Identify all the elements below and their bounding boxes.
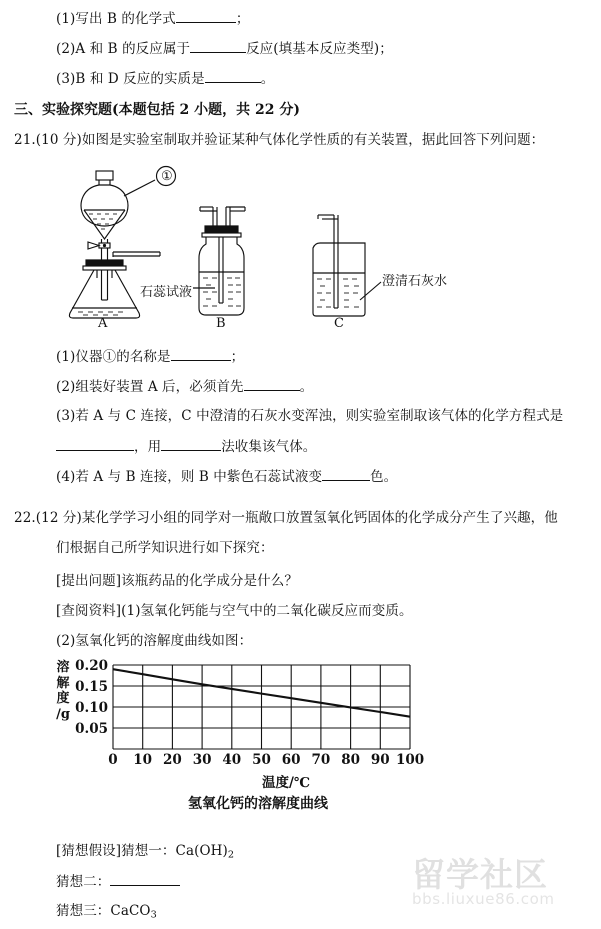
question-text: (1)仪器①的名称是	[56, 349, 171, 365]
apparatus-b-label: B	[216, 316, 226, 331]
question-suffix: 。	[260, 71, 275, 87]
apparatus-svg	[0, 160, 601, 332]
raise-problem: [提出问题]该瓶药品的化学成分是什么？	[56, 573, 298, 589]
question-suffix: 反应(填基本反应类型)；	[246, 41, 393, 57]
y-axis-char: 溶	[56, 660, 70, 675]
y-axis-char: /g	[56, 706, 70, 722]
x-tick-10: 10	[133, 752, 153, 768]
y-axis-char: 度	[56, 691, 70, 706]
chart-x-axis-label: 温度/℃	[262, 775, 311, 791]
chart-caption: 氢氧化钙的溶解度曲线	[188, 796, 328, 812]
x-tick-20: 20	[162, 752, 182, 768]
watermark-url: bbs.liuxue86.com	[412, 890, 555, 908]
question-suffix: 色。	[370, 469, 398, 485]
answer-blank[interactable]	[171, 348, 231, 361]
hypothesis-1-text: [猜想假设]猜想一：Ca(OH)	[56, 843, 228, 859]
answer-blank[interactable]	[161, 438, 221, 451]
callout-1-label: ①	[161, 169, 173, 184]
question-b-formula	[56, 10, 249, 28]
question-21-2	[56, 378, 313, 396]
question-text: (1)写出 B 的化学式	[56, 11, 176, 27]
question-21-1	[56, 348, 244, 366]
hypothesis-3	[56, 903, 157, 924]
hypothesis-3-text: 猜想三：CaCO	[56, 903, 151, 919]
question-22-stem-line2: 们根据自己所学知识进行如下探究：	[56, 540, 274, 556]
x-tick-50: 50	[252, 752, 271, 768]
x-tick-40: 40	[222, 752, 242, 768]
question-21-3-line1: (3)若 A 与 C 连接，C 中澄清的石灰水变浑浊，则实验室制取该气体的化学方程式是	[56, 408, 564, 424]
question-22-stem-line1: 22.(12 分)某化学学习小组的同学对一瓶敞口放置氢氧化钙固体的化学成分产生了兴趣，他	[14, 510, 558, 526]
x-tick-80: 80	[341, 752, 360, 768]
hypothesis-1-subscript: 2	[227, 849, 235, 861]
section-header: 三、实验探究题(本题包括 2 小题，共 22 分)	[14, 102, 300, 118]
answer-blank[interactable]	[190, 40, 246, 53]
chart-y-axis-label	[55, 660, 71, 722]
question-21-stem: 21.(10 分)如图是实验室制取并验证某种气体化学性质的有关装置，据此回答下列问题：	[14, 132, 545, 148]
watermark-title: 留学社区	[412, 855, 548, 894]
hypothesis-3-subscript: 3	[150, 909, 157, 921]
question-suffix: ；	[235, 11, 250, 27]
answer-blank[interactable]	[205, 70, 261, 83]
apparatus-a-label: A	[98, 316, 108, 331]
hypothesis-2	[56, 873, 180, 891]
answer-blank[interactable]	[322, 468, 370, 481]
x-tick-60: 60	[281, 752, 301, 768]
y-tick-005: 0.05	[75, 721, 108, 737]
solubility-chart	[0, 655, 601, 820]
x-tick-30: 30	[192, 752, 212, 768]
x-tick-70: 70	[311, 752, 331, 768]
y-tick-020: 0.20	[75, 658, 108, 674]
reference-material-1: [查阅资料](1)氢氧化钙能与空气中的二氧化碳反应而变质。	[56, 603, 413, 619]
y-axis-char: 解	[56, 675, 70, 691]
question-suffix: 法收集该气体。	[221, 439, 317, 455]
hypothesis-2-label: 猜想二：	[56, 874, 111, 890]
question-text: ，用	[134, 439, 162, 455]
question-ab-reaction	[56, 40, 393, 58]
question-suffix: 。	[299, 379, 314, 395]
apparatus-c-label: C	[334, 316, 344, 331]
question-text: (4)若 A 与 B 连接，则 B 中紫色石蕊试液变	[56, 469, 323, 485]
x-tick-0: 0	[108, 752, 118, 768]
limewater-label: 澄清石灰水	[382, 274, 448, 289]
question-21-3-line2	[56, 438, 316, 456]
reference-material-2: (2)氢氧化钙的溶解度曲线如图：	[56, 633, 253, 649]
question-21-4	[56, 468, 397, 486]
answer-blank[interactable]	[176, 10, 236, 23]
question-text: (2)A 和 B 的反应属于	[56, 41, 191, 57]
litmus-solution-label: 石蕊试液	[140, 285, 193, 300]
answer-blank[interactable]	[244, 378, 300, 391]
answer-blank[interactable]	[56, 438, 134, 451]
site-watermark	[412, 857, 590, 919]
answer-blank[interactable]	[110, 873, 180, 886]
hypothesis-1	[56, 843, 234, 864]
y-tick-015: 0.15	[75, 679, 108, 695]
question-text: (2)组装好装置 A 后，必须首先	[56, 379, 244, 395]
question-bd-essence	[56, 70, 274, 88]
y-tick-010: 0.10	[75, 700, 108, 716]
apparatus-figure	[0, 160, 601, 332]
question-suffix: ；	[230, 349, 245, 365]
x-tick-100: 100	[396, 752, 425, 768]
question-text: (3)B 和 D 反应的实质是	[56, 71, 205, 87]
x-tick-90: 90	[370, 752, 390, 768]
